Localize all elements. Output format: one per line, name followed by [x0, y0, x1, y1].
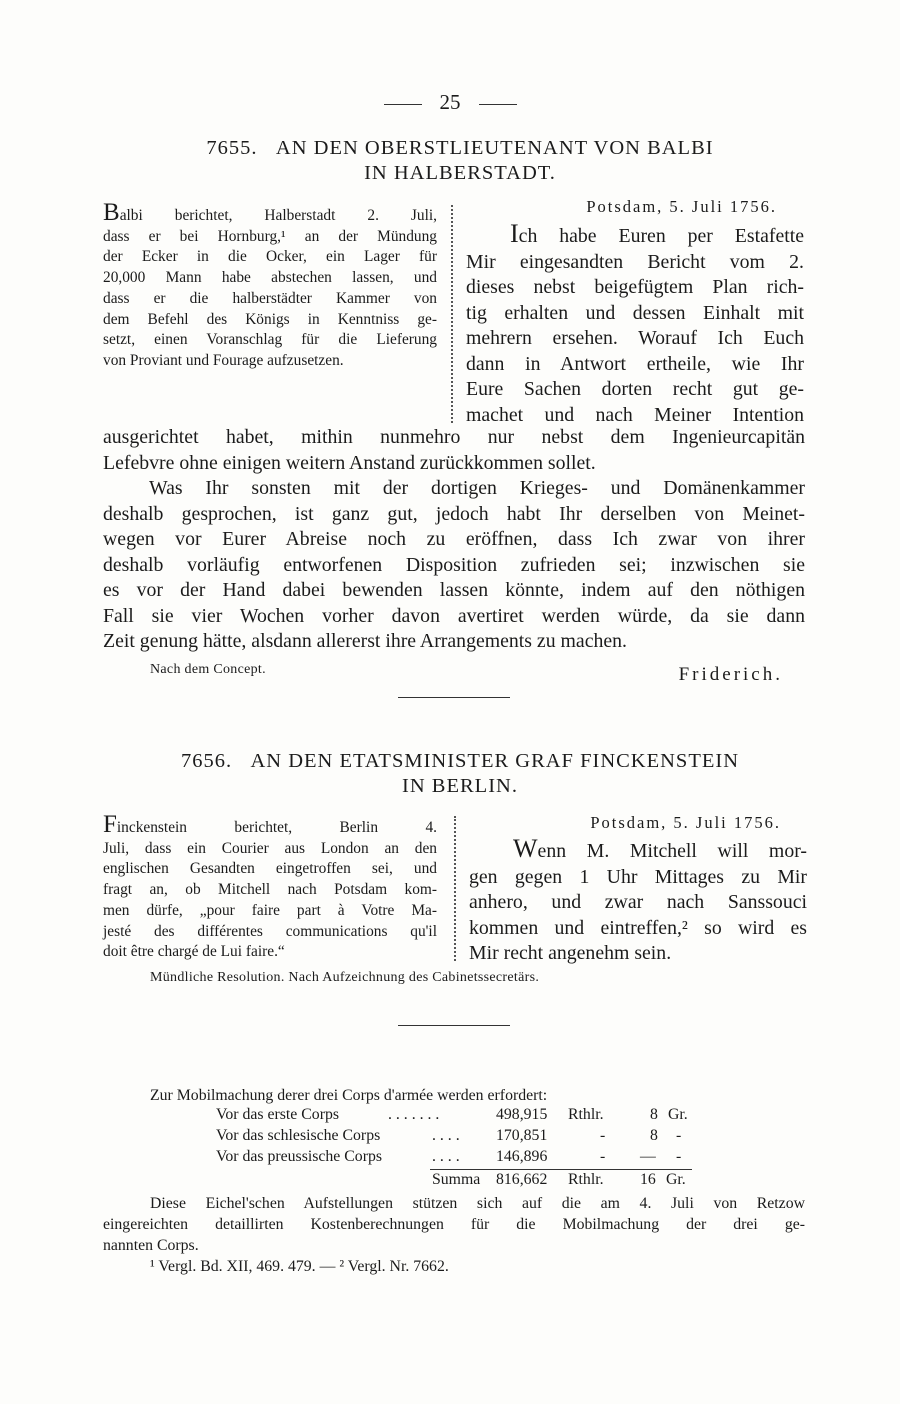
doc1-signature: Friderich.	[678, 664, 783, 685]
doc1-heading	[100, 136, 820, 186]
doc2-heading	[100, 749, 820, 799]
cost-row: Vor das preussische Corps . . . . 146,896 - — -	[216, 1148, 682, 1165]
doc1-source-note: Nach dem Concept.	[150, 662, 266, 677]
doc1-heading-line1: AN DEN OBERSTLIEUTENANT VON BALBI	[275, 137, 714, 159]
doc1-column-divider	[451, 205, 453, 423]
footnote-divider	[398, 1025, 510, 1026]
doc2-source-note: Mündliche Resolution. Nach Aufzeichnung des Cabinetssecretärs.	[150, 970, 540, 985]
cost-row: Vor das schlesische Corps . . . . 170,851 - 8 -	[216, 1127, 682, 1144]
footnote-references: ¹ Vergl. Bd. XII, 469. 479. — ² Vergl. Nr. 7662.	[150, 1258, 449, 1275]
doc2-summary: Finckenstein berichtet, Berlin 4. Juli, dass ein Courier aus London an den englischen Gesandten eingetroffen sei, und fragt an, ob Mitchell nach Potsdam kom- men dürfe, „pour faire part à Votre Ma- jesté des différentes communications qu'il doit être chargé de Lui faire.“	[103, 811, 437, 961]
doc2-summary-dropcap: F	[103, 811, 117, 838]
doc1-heading-line2: IN HALBERSTADT.	[364, 162, 556, 184]
doc1-date: Potsdam, 5. Juli 1756.	[586, 197, 777, 216]
doc2-letter-column: Wenn M. Mitchell will mor- gen gegen 1 Uhr Mittages zu Mir anhero, und zwar nach Sanssouci kommen und eintreffen,² so wird es Mir recht angenehm sein.	[469, 834, 807, 964]
footnote-note: Diese Eichel'schen Aufstellungen stützen sich auf die am 4. Juli von Retzow eingereichten detaillirten Kostenberechnungen für die Mobilmachung der drei ge- nannten Corps.	[103, 1195, 805, 1254]
doc1-letter-dropcap: I	[510, 219, 519, 248]
doc2-heading-line1: AN DEN ETATSMINISTER GRAF FINCKENSTEIN	[250, 750, 739, 772]
doc1-letter-body: ausgerichtet habet, mithin nunmehro nur nebst dem Ingenieurcapitän Lefebvre ohne einigen weitern Anstand zurückkommen sollet. Was Ihr sonsten mit der dortigen Krieges- und Domänenkammer deshalb gesprochen, ist ganz gut, jedoch habt Ihr derselben von Meinet- wegen vor Eurer Abreise noch zu eröffnen, dass Ich zwar von ihrer deshalb vorläufig entworfenen Disposition zufrieden sei; inzwischen sie es vor der Hand dabei bewenden lassen könnte, indem auf den nöthigen Fall sie vier Wochen vorher davon avertiret werden würde, da sie dann Zeit genung hätte, alsdann allererst ihre Arrangements zu machen.	[103, 426, 805, 652]
doc1-summary-dropcap: B	[103, 199, 120, 226]
sum-row: Summa 816,662 Rthlr. 16 Gr.	[432, 1171, 686, 1188]
page-number: 25	[0, 90, 900, 115]
doc2-number: 7656.	[181, 750, 233, 772]
footnote-intro: Zur Mobilmachung derer drei Corps d'armée werden erfordert:	[150, 1087, 548, 1104]
sum-rule	[430, 1169, 692, 1170]
doc1-letter-column: Ich habe Euren per Estafette Mir eingesandten Bericht vom 2. dieses nebst beigefügtem Plan rich- tig erhalten und dessen Einhalt mit mehrern ersehen. Worauf Ich Euch dann in Antwort ertheile, wie Ihr Eure Sachen dorten recht gut ge- machet und nach Meiner Intention	[466, 219, 804, 426]
doc2-letter-dropcap: W	[513, 834, 538, 863]
section-divider	[398, 697, 510, 698]
doc1-number: 7655.	[206, 137, 258, 159]
cost-row: Vor das erste Corps . . . . . . . 498,915 Rthlr. 8 Gr.	[216, 1106, 688, 1123]
doc2-heading-line2: IN BERLIN.	[402, 775, 518, 797]
doc2-column-divider	[454, 816, 456, 961]
doc2-date: Potsdam, 5. Juli 1756.	[590, 813, 781, 832]
doc1-summary: Balbi berichtet, Halberstadt 2. Juli, dass er bei Hornburg,¹ an der Mündung der Ecker in die Ocker, ein Lager für 20,000 Mann habe abstechen lassen, und dass er die halberstädter Kammer von dem Befehl des Königs in Kenntniss ge- setzt, einen Voranschlag für die Lieferung von Proviant und Fourage aufzusetzen.	[103, 199, 437, 369]
